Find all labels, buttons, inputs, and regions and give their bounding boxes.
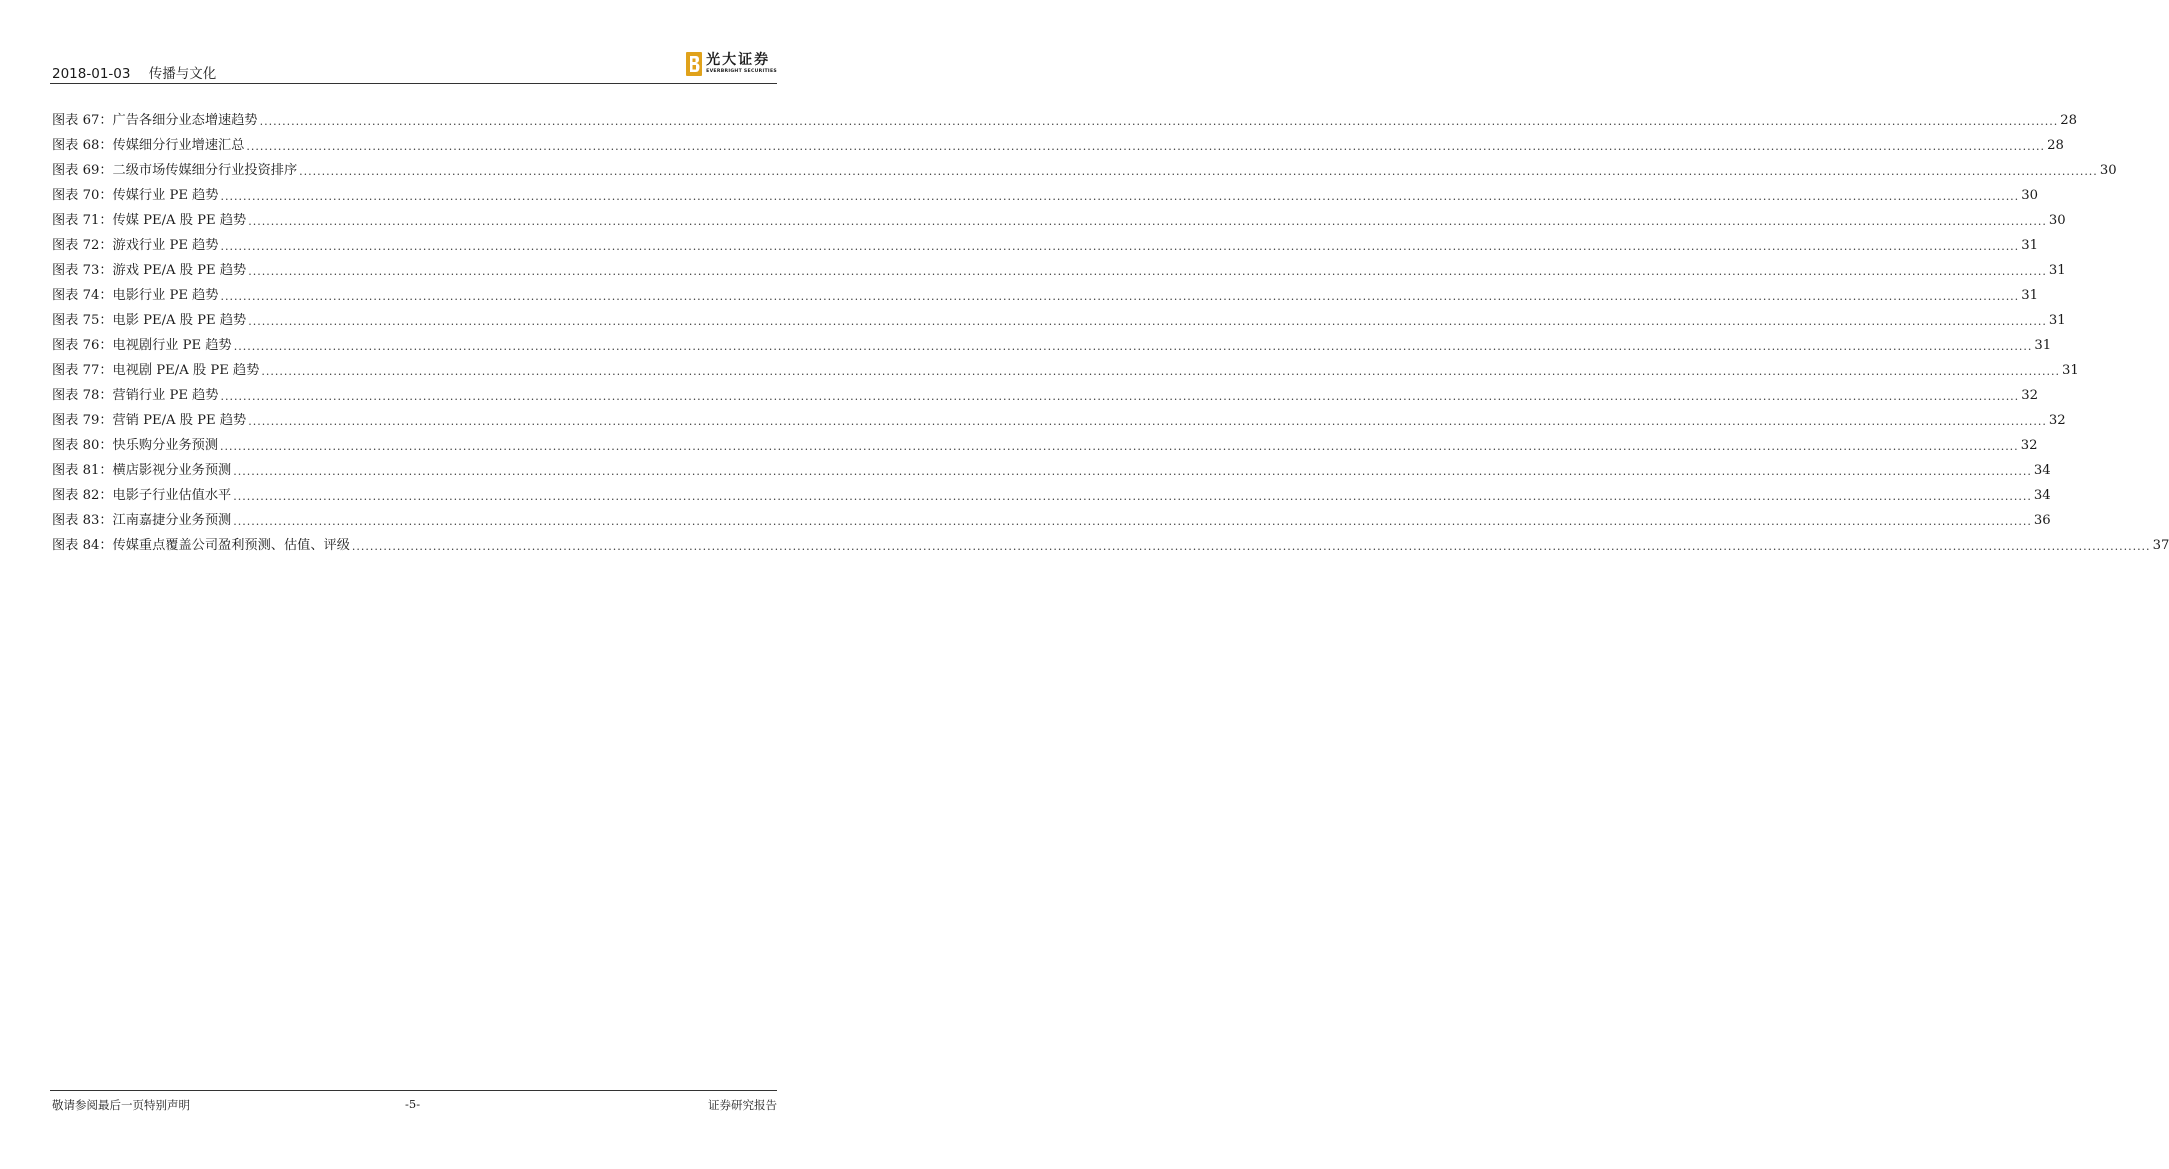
- toc-entry-label: 图表 81：横店影视分业务预测: [52, 463, 232, 478]
- toc-entry[interactable]: [52, 328, 2052, 353]
- toc-entry-label: 图表 79：营销 PE/A 股 PE 趋势: [52, 413, 247, 428]
- toc-entry[interactable]: [52, 428, 2038, 453]
- header-date: 2018-01-03: [52, 66, 131, 82]
- header-divider: [50, 83, 777, 84]
- toc-entry-label: 图表 70：传媒行业 PE 趋势: [52, 188, 219, 203]
- toc-entry-page: 36: [2033, 513, 2051, 528]
- toc-entry[interactable]: [52, 103, 2078, 128]
- toc-entry-page: 32: [2048, 413, 2066, 428]
- toc-entry[interactable]: [52, 253, 2066, 278]
- toc-entry-label: 图表 72：游戏行业 PE 趋势: [52, 238, 219, 253]
- page-header: [50, 52, 777, 84]
- footer-page-number: -5-: [405, 1097, 421, 1111]
- toc-entry-label: 图表 75：电影 PE/A 股 PE 趋势: [52, 313, 247, 328]
- toc-entry-label: 图表 76：电视剧行业 PE 趋势: [52, 338, 232, 353]
- toc-leader-dots: ................................................................................................................................................................................................................................................................................................................................................................................................................: [259, 115, 2059, 128]
- footer-disclaimer: 敬请参阅最后一页特别声明: [52, 1098, 190, 1112]
- toc-leader-dots: ................................................................................................................................................................................................................................................................................................................................................................................................................: [299, 165, 2098, 178]
- toc-leader-dots: ................................................................................................................................................................................................................................................................................................................................................................................................................: [246, 140, 2046, 153]
- toc-entry-label: 图表 73：游戏 PE/A 股 PE 趋势: [52, 263, 247, 278]
- toc-entry-page: 31: [2021, 238, 2038, 253]
- toc-entry-page: 30: [2099, 163, 2117, 178]
- header-category: 传播与文化: [148, 66, 217, 82]
- everbright-logo-icon: [686, 52, 702, 76]
- page-footer: [50, 1090, 777, 1121]
- toc-leader-dots: ................................................................................................................................................................................................................................................................................................................................................................................................................: [220, 290, 2020, 303]
- toc-entry-page: 31: [2048, 263, 2066, 278]
- toc-entry-page: 32: [2021, 388, 2038, 403]
- toc-entry-page: 31: [2021, 288, 2038, 303]
- toc-entry[interactable]: [52, 403, 2066, 428]
- toc-entry-label: 图表 74：电影行业 PE 趋势: [52, 288, 219, 303]
- toc-entry-page: 28: [2047, 138, 2064, 153]
- toc-entry-label: 图表 83：江南嘉捷分业务预测: [52, 513, 232, 528]
- toc-entry-label: 图表 78：营销行业 PE 趋势: [52, 388, 219, 403]
- toc-entry[interactable]: [52, 353, 2079, 378]
- toc-entry-page: 34: [2033, 463, 2051, 478]
- toc-entry[interactable]: [52, 503, 2051, 528]
- toc-entry[interactable]: [52, 128, 2064, 153]
- logo-cn-text: 光大证券: [706, 52, 771, 68]
- toc-entry[interactable]: [52, 528, 2169, 553]
- toc-entry-page: 30: [2048, 213, 2066, 228]
- footer-report-type: 证券研究报告: [708, 1098, 777, 1112]
- toc-entry-page: 28: [2060, 113, 2078, 128]
- toc-leader-dots: ................................................................................................................................................................................................................................................................................................................................................................................................................: [233, 340, 2033, 353]
- toc-leader-dots: ................................................................................................................................................................................................................................................................................................................................................................................................................: [220, 190, 2020, 203]
- toc-leader-dots: ................................................................................................................................................................................................................................................................................................................................................................................................................: [248, 415, 2047, 428]
- toc-entry-page: 32: [2020, 438, 2038, 453]
- toc-leader-dots: ................................................................................................................................................................................................................................................................................................................................................................................................................: [233, 490, 2032, 503]
- toc-entry[interactable]: [52, 203, 2066, 228]
- toc-entry[interactable]: [52, 453, 2051, 478]
- everbright-logo: [686, 52, 777, 78]
- logo-en-text: EVERBRIGHT SECURITIES: [706, 69, 777, 74]
- toc-entry[interactable]: [52, 378, 2038, 403]
- toc-entry-page: 34: [2033, 488, 2051, 503]
- toc-leader-dots: ................................................................................................................................................................................................................................................................................................................................................................................................................: [233, 465, 2032, 478]
- logo-words: [706, 52, 777, 75]
- toc-entry-label: 图表 77：电视剧 PE/A 股 PE 趋势: [52, 363, 260, 378]
- header-text: [52, 62, 216, 82]
- toc-entry-label: 图表 69：二级市场传媒细分行业投资排序: [52, 163, 298, 178]
- toc-entry[interactable]: [52, 478, 2051, 503]
- toc-entry-label: 图表 71：传媒 PE/A 股 PE 趋势: [52, 213, 247, 228]
- toc-entry-label: 图表 80：快乐购分业务预测: [52, 438, 219, 453]
- toc-entry-label: 图表 84：传媒重点覆盖公司盈利预测、估值、评级: [52, 538, 350, 553]
- toc-leader-dots: ................................................................................................................................................................................................................................................................................................................................................................................................................: [220, 390, 2020, 403]
- toc-leader-dots: ................................................................................................................................................................................................................................................................................................................................................................................................................: [248, 215, 2047, 228]
- table-of-figures: [52, 103, 2169, 553]
- toc-entry[interactable]: [52, 303, 2066, 328]
- toc-leader-dots: ................................................................................................................................................................................................................................................................................................................................................................................................................: [220, 440, 2019, 453]
- toc-leader-dots: ................................................................................................................................................................................................................................................................................................................................................................................................................: [248, 315, 2047, 328]
- toc-entry[interactable]: [52, 178, 2038, 203]
- toc-entry-page: 31: [2062, 363, 2079, 378]
- toc-entry-label: 图表 68：传媒细分行业增速汇总: [52, 138, 245, 153]
- toc-entry[interactable]: [52, 153, 2117, 178]
- toc-leader-dots: ................................................................................................................................................................................................................................................................................................................................................................................................................: [220, 240, 2020, 253]
- toc-entry-label: 图表 82：电影子行业估值水平: [52, 488, 232, 503]
- toc-leader-dots: ................................................................................................................................................................................................................................................................................................................................................................................................................: [233, 515, 2032, 528]
- toc-leader-dots: ................................................................................................................................................................................................................................................................................................................................................................................................................: [248, 265, 2047, 278]
- toc-entry-page: 30: [2021, 188, 2038, 203]
- toc-entry-page: 37: [2152, 538, 2169, 553]
- toc-leader-dots: ................................................................................................................................................................................................................................................................................................................................................................................................................: [261, 365, 2061, 378]
- toc-entry[interactable]: [52, 228, 2038, 253]
- toc-entry-page: 31: [2034, 338, 2052, 353]
- toc-leader-dots: ................................................................................................................................................................................................................................................................................................................................................................................................................: [351, 540, 2151, 553]
- toc-entry-page: 31: [2048, 313, 2066, 328]
- toc-entry-label: 图表 67：广告各细分业态增速趋势: [52, 113, 258, 128]
- toc-entry[interactable]: [52, 278, 2038, 303]
